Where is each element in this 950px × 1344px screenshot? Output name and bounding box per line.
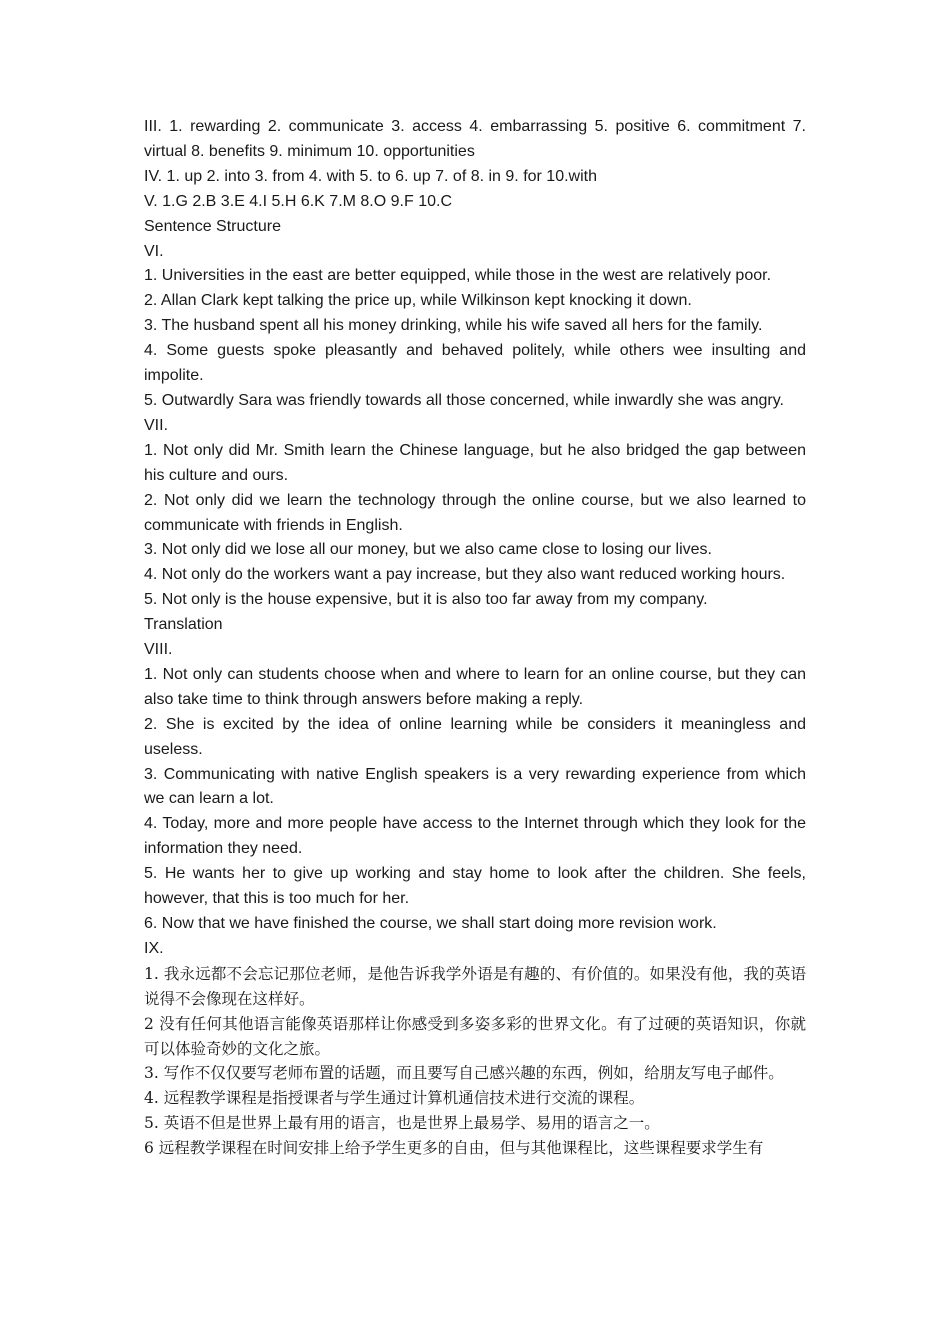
section-label-ix: IX. [144, 939, 164, 957]
list-item: 2. She is excited by the idea of online learning while be considers it meaningless and useless. [144, 715, 806, 758]
list-item: 2 没有任何其他语言能像英语那样让你感受到多姿多彩的世界文化。有了过硬的英语知识，你就可以体验奇妙的文化之旅。 [144, 1014, 806, 1058]
answers-section-iii: III. 1. rewarding 2. communicate 3. access 4. embarrassing 5. positive 6. commitment 7. virtual 8. benefits 9. minimum 10. opportunities [144, 118, 806, 160]
list-item: 3. Communicating with native English speakers is a very rewarding experience from which we can learn a lot. [144, 765, 806, 808]
list-item: 4. 远程教学课程是指授课者与学生通过计算机通信技术进行交流的课程。 [144, 1089, 645, 1108]
list-item: 4. Some guests spoke pleasantly and behaved politely, while others wee insulting and impolite. [144, 342, 806, 385]
list-item: 1. 我永远都不会忘记那位老师，是他告诉我学外语是有趣的、有价值的。如果没有他，我的英语说得不会像现在这样好。 [144, 964, 806, 1008]
list-item: 2. Allan Clark kept talking the price up, while Wilkinson kept knocking it down. [144, 292, 692, 310]
list-item: 5. 英语不但是世界上最有用的语言，也是世界上最易学、易用的语言之一。 [144, 1114, 660, 1133]
list-item: 3. The husband spent all his money drinking, while his wife saved all hers for the family. [144, 317, 763, 335]
section-heading-translation: Translation [144, 616, 223, 634]
section-label-vii: VII. [144, 416, 169, 434]
list-item: 5. He wants her to give up working and stay home to look after the children. She feels, however, that this is too much for her. [144, 865, 806, 908]
list-item: 2. Not only did we learn the technology through the online course, but we also learned to communicate with friends in English. [144, 491, 806, 534]
list-item: 3. 写作不仅仅要写老师布置的话题，而且要写自己感兴趣的东西，例如，给朋友写电子邮件。 [144, 1064, 784, 1083]
list-item: 4. Today, more and more people have access to the Internet through which they look for the information they need. [144, 815, 806, 858]
list-item: 5. Not only is the house expensive, but it is also too far away from my company. [144, 591, 708, 609]
document-body [144, 115, 806, 1161]
list-item: 1. Not only can students choose when and where to learn for an online course, but they can also take time to think through answers before making a reply. [144, 665, 806, 708]
list-item: 6 远程教学课程在时间安排上给予学生更多的自由，但与其他课程比，这些课程要求学生有 [144, 1139, 764, 1158]
list-item: 3. Not only did we lose all our money, but we also came close to losing our lives. [144, 541, 712, 559]
answers-section-v: V. 1.G 2.B 3.E 4.I 5.H 6.K 7.M 8.O 9.F 10.C [144, 192, 452, 210]
section-label-viii: VIII. [144, 641, 173, 659]
answers-section-iv: IV. 1. up 2. into 3. from 4. with 5. to 6. up 7. of 8. in 9. for 10.with [144, 167, 597, 185]
section-heading-sentence-structure: Sentence Structure [144, 217, 281, 235]
section-label-vi: VI. [144, 242, 164, 260]
list-item: 6. Now that we have finished the course, we shall start doing more revision work. [144, 915, 717, 932]
list-item: 1. Universities in the east are better equipped, while those in the west are relatively poor. [144, 267, 772, 285]
list-item: 4. Not only do the workers want a pay increase, but they also want reduced working hours. [144, 566, 786, 584]
list-item: 1. Not only did Mr. Smith learn the Chinese language, but he also bridged the gap between his culture and ours. [144, 441, 806, 484]
list-item: 5. Outwardly Sara was friendly towards all those concerned, while inwardly she was angry. [144, 391, 784, 409]
